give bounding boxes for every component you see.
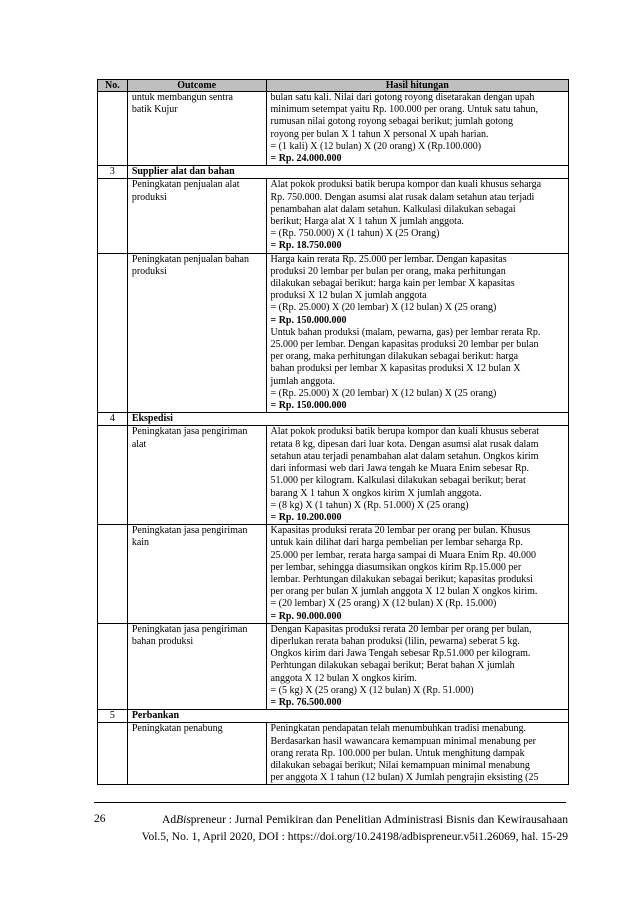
hasil-line: diperlukan rerata bahan produksi (lilin, pewarna) seberat 5 kg. [270, 635, 520, 647]
hasil-cell [266, 179, 568, 253]
outcome-cell [127, 92, 266, 166]
outcome-cell [127, 426, 266, 525]
hasil-line: = (8 kg) X (1 tahun) X (Rp. 51.000) X (25 orang) [270, 499, 469, 511]
table-row [98, 426, 569, 525]
hasil-line: dari informasi web dari Jawa tengah ke Muara Enim sebesar Rp. [270, 463, 530, 475]
hasil-line: bahan produksi per lembar X kapasitas produksi X 12 bulan X [270, 363, 521, 375]
hasil-line: Berdasarkan hasil wawancara kemampuan minimal menabung per [270, 735, 536, 747]
hasil-cell [266, 525, 568, 624]
row-number-empty [98, 253, 128, 413]
row-number: 4 [98, 413, 128, 426]
table-body [98, 92, 569, 785]
row-number: 5 [98, 710, 128, 723]
row-number-empty [98, 525, 128, 624]
outcome-cell [127, 253, 266, 413]
hasil-line: 51.000 per kilogram. Kalkulasi dilakukan sebagai berikut; berat [270, 475, 526, 487]
hasil-line: = (1 kali) X (12 bulan) X (20 orang) X (Rp.100.000) [270, 140, 482, 152]
journal-title: : Jurnal Pemikiran dan Penelitian Administrasi Bisnis dan Kewirausahaan [225, 814, 568, 826]
hasil-line: = (Rp. 25.000) X (20 lembar) X (12 bulan) X (25 orang) [270, 387, 497, 399]
hasil-line: per orang per bulan X jumlah anggota X 12 bulan X ongkos kirim. [270, 586, 538, 598]
header-outcome: Outcome [127, 80, 266, 92]
hasil-line: Ongkos kirim dari Jawa Tengah sebesar Rp.51.000 per kilogram. [270, 648, 531, 660]
outcome-line: untuk membangun sentra [131, 92, 233, 103]
hasil-line: = (20 lembar) X (25 orang) X (12 bulan) X (Rp. 15.000) [270, 598, 497, 610]
row-number-empty [98, 426, 128, 525]
hasil-line: anggota X 12 bulan X ongkos kirim. [270, 672, 417, 684]
hasil-line: penambahan alat dalam setahun. Kalkulasi dilakukan sebagai [270, 203, 516, 215]
results-table [97, 79, 569, 785]
hasil-line: dilakukan sebagai berikut: harga kain per lembar X kapasitas [270, 278, 515, 290]
hasil-line: retata 8 kg, dipesan dari luar kota. Dengan asumsi alat rusak dalam [270, 438, 539, 450]
row-number-empty [98, 179, 128, 253]
hasil-line: 25.000 per lembar, rerata harga sampai di Muara Enim Rp. 40.000 [270, 549, 536, 561]
hasil-line: minimum setempat yaitu Rp. 100.000 per orang. Untuk satu tahun, [270, 104, 538, 116]
journal-citation [142, 812, 568, 846]
header-no: No. [98, 80, 128, 92]
hasil-line: barang X 1 tahun X ongkos kirim X jumlah anggota. [270, 487, 482, 499]
outcome-line: Peningkatan penjualan alat [131, 179, 240, 191]
hasil-cell [266, 253, 568, 413]
hasil-line: per orang, maka perhitungan dilakukan sebagai berikut: harga [270, 351, 519, 363]
hasil-cell [266, 92, 568, 166]
hasil-line: Rp. 750.000. Dengan asumsi alat rusak dalam setahun atau terjadi [270, 191, 535, 203]
outcome-cell [127, 525, 266, 624]
result-total: = Rp. 18.750.000 [270, 240, 342, 252]
outcome-line: Peningkatan penabung [131, 723, 223, 735]
outcome-line: produksi [131, 191, 167, 203]
section-row [98, 710, 569, 723]
table-row [98, 92, 569, 166]
hasil-line: Dengan Kapasitas produksi rerata 20 lembar per orang per bulan, [270, 623, 532, 635]
outcome-line: Peningkatan jasa pengiriman [131, 426, 248, 438]
outcome-line: alat [131, 438, 147, 450]
hasil-line: bulan satu kali. Nilai dari gotong royong disetarakan dengan upah [270, 92, 535, 103]
outcome-line: Peningkatan penjualan bahan [131, 253, 249, 265]
hasil-line: produksi 20 lembar per bulan per orang, maka perhitungan [270, 265, 506, 277]
journal-brand-prefix: Ad [162, 814, 177, 826]
page-number: 26 [94, 813, 106, 825]
section-title: Supplier alat dan bahan [127, 166, 568, 179]
outcome-cell [127, 723, 266, 785]
hasil-line: setahun atau terjadi penambahan alat dalam setahun. Ongkos kirim [270, 450, 539, 462]
result-total: = Rp. 90.000.000 [270, 610, 342, 622]
hasil-line: lembar. Perhtungan dilakukan sebagai berikut; kapasitas produksi [270, 573, 533, 585]
result-total: = Rp. 150.000.000 [270, 400, 347, 412]
table-row [98, 623, 569, 709]
hasil-line: rumusan nilai gotong royong sebagai berikut; jumlah gotong [270, 116, 513, 128]
hasil-line: Untuk bahan produksi (malam, pewarna, gas) per lembar rerata Rp. [270, 326, 541, 338]
result-total: = Rp. 24.000.000 [270, 153, 342, 165]
journal-line-2: Vol.5, No. 1, April 2020, DOI : https://doi.org/10.24198/adbispreneur.v5i1.26069, hal. 15-29 [141, 831, 568, 843]
hasil-line: royong per bulan X 1 tahun X personal X upah harian. [270, 128, 489, 140]
hasil-line: Harga kain rerata Rp. 25.000 per lembar. Dengan kapasitas [270, 253, 507, 265]
header-hasil-hitungan: Hasil hitungan [266, 80, 568, 92]
result-total: = Rp. 76.500.000 [270, 696, 342, 708]
row-number-empty [98, 723, 128, 785]
row-number-empty [98, 623, 128, 709]
hasil-line: produksi X 12 bulan X jumlah anggota [270, 290, 427, 302]
outcome-line: bahan produksi [131, 635, 194, 647]
outcome-line: kain [131, 537, 150, 549]
footer-divider [94, 802, 566, 803]
hasil-line: per anggota X 1 tahun (12 bulan) X Jumlah pengrajin eksisting (25 [270, 772, 539, 784]
journal-brand-italic: Bis [176, 814, 191, 826]
row-number-empty [98, 92, 128, 166]
section-title: Ekspedisi [127, 413, 568, 426]
table-row [98, 723, 569, 785]
outcome-cell [127, 179, 266, 253]
table-row [98, 179, 569, 253]
hasil-line: Peningkatan pendapatan telah menumbuhkan tradisi menabung. [270, 723, 526, 735]
section-row [98, 413, 569, 426]
table-header-row [98, 80, 569, 92]
hasil-cell [266, 426, 568, 525]
result-total: = Rp. 10.200.000 [270, 511, 342, 523]
table-row [98, 253, 569, 413]
table-row [98, 525, 569, 624]
outcome-line: Peningkatan jasa pengiriman [131, 623, 248, 635]
hasil-line: per lembar, sehingga diasumsikan ongkos kirim Rp.15.000 per [270, 561, 522, 573]
outcome-line: Peningkatan jasa pengiriman [131, 525, 248, 537]
hasil-line: berikut; Harga alat X 1 tahun X jumlah anggota. [270, 216, 464, 228]
journal-line-1 [142, 812, 568, 829]
hasil-line: Alat pokok produksi batik berupa kompor dan kuali khusus seberat [270, 426, 540, 438]
hasil-line: jumlah anggota. [270, 375, 335, 387]
result-total: = Rp. 150.000.000 [270, 314, 347, 326]
journal-brand-suffix: preneur [190, 814, 226, 826]
hasil-line: orang rerata Rp. 100.000 per bulan. Untuk menghitung dampak [270, 747, 525, 759]
hasil-line: = (Rp. 750.000) X (1 tahun) X (25 Orang) [270, 228, 440, 240]
row-number: 3 [98, 166, 128, 179]
hasil-cell [266, 623, 568, 709]
hasil-line: untuk kain dilihat dari harga pembelian per lembar seharga Rp. [270, 537, 523, 549]
hasil-line: Alat pokok produksi batik berupa kompor dan kuali khusus seharga [270, 179, 542, 191]
outcome-cell [127, 623, 266, 709]
outcome-line: batik Kujur [131, 104, 178, 116]
hasil-line: dilakukan sebagai berikut; Nilai kemampuan minimal menabung [270, 759, 530, 771]
hasil-line: = (5 kg) X (25 orang) X (12 bulan) X (Rp. 51.000) [270, 684, 474, 696]
hasil-line: = (Rp. 25.000) X (20 lembar) X (12 bulan) X (25 orang) [270, 302, 497, 314]
outcome-line: produksi [131, 265, 167, 277]
hasil-cell [266, 723, 568, 785]
hasil-line: 25.000 per lembar. Dengan kapasitas produksi 20 lembar per bulan [270, 339, 539, 351]
hasil-line: Perhtungan dilakukan sebagai berikut; Berat bahan X jumlah [270, 660, 515, 672]
hasil-line: Kapasitas produksi rerata 20 lembar per orang per bulan. Khusus [270, 525, 531, 537]
section-title: Perbankan [127, 710, 568, 723]
section-row [98, 166, 569, 179]
